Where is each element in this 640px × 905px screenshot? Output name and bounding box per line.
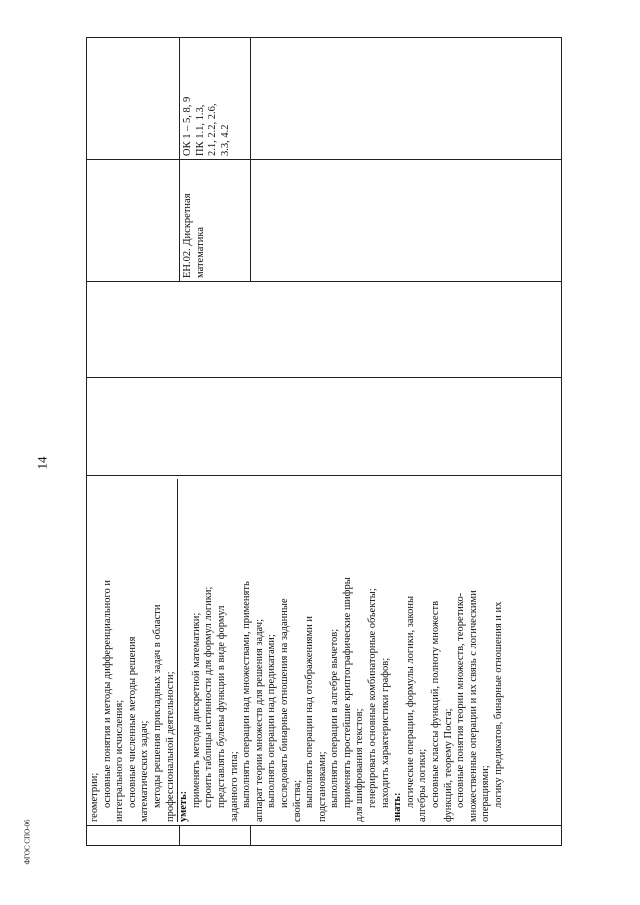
footer-code: ФГОС СПО-06 xyxy=(23,819,32,865)
competency-line: ОК 1 – 5, 8, 9 xyxy=(182,96,193,156)
umet-line: выполнять операции над множествами, применять xyxy=(241,581,253,808)
umet-line: находить характеристики графов; xyxy=(379,657,391,808)
umet-line: выполнять операции над отображениями и xyxy=(304,615,316,808)
znat-line: операциями; xyxy=(480,765,492,822)
rotated-table-wrapper xyxy=(86,38,550,846)
table-cell-empty xyxy=(251,160,562,282)
table-cell-empty xyxy=(87,826,180,846)
znat-line: логические операции, формулы логики, законы xyxy=(404,595,416,808)
competency-line: 3.3, 4.2 xyxy=(219,124,231,156)
skills-line: основные численные методы решения xyxy=(126,636,138,808)
curriculum-table xyxy=(86,37,562,846)
umet-line: выполнять операции над предикатами; xyxy=(266,634,278,808)
umet-line: свойства; xyxy=(291,779,303,822)
competencies-cell xyxy=(180,38,251,160)
skills-line: математических задач; xyxy=(139,720,151,822)
discipline-cell: ЕН.02. Дискретная математика xyxy=(180,160,251,282)
umet-line: аппарат теории множеств для решения задач; xyxy=(253,619,265,822)
page-number: 14 xyxy=(34,456,50,470)
znat-line: алгебры логики; xyxy=(417,748,429,822)
znat-line: основные классы функций, полноту множеств xyxy=(430,600,442,808)
umet-label: уметь: xyxy=(178,790,190,822)
umet-line: генерировать основные комбинаторные объекты; xyxy=(367,588,379,808)
znat-line: множественные операции и их связь с логическими xyxy=(467,590,479,822)
znat-line: основные понятия теории множеств, теоретико- xyxy=(455,592,467,808)
table-cell-empty xyxy=(87,38,180,160)
hours-mandatory-cell xyxy=(87,282,562,378)
skills-cell xyxy=(87,476,562,826)
umet-line: заданного типа; xyxy=(228,751,240,822)
umet-line: подстановками; xyxy=(316,751,328,822)
umet-line: строить таблицы истинности для формул логики; xyxy=(203,586,215,808)
skills-line: методы решения прикладных задач в области xyxy=(151,604,163,808)
umet-line: представлять булевы функции в виде формул xyxy=(215,605,227,808)
competency-line: 2.1, 2.2, 2.6, xyxy=(207,103,219,156)
znat-line: функций, теорему Поста; xyxy=(442,708,454,822)
umet-line: применять методы дискретной математики; xyxy=(190,612,202,808)
hours-max-cell xyxy=(87,378,562,476)
skills-line: геометрии; xyxy=(89,772,100,822)
table-cell-empty xyxy=(87,160,180,282)
table-row xyxy=(87,38,180,846)
znat-label: знать: xyxy=(392,792,404,822)
table-cell-empty xyxy=(180,826,251,846)
umet-line: для шифрования текстов; xyxy=(354,708,366,822)
skills-line: интегрального исчисления; xyxy=(114,699,126,822)
skills-line: профессиональной деятельности; xyxy=(165,479,179,822)
umet-line: выполнять операции в алгебре вычетов; xyxy=(329,628,341,808)
table-cell-empty xyxy=(251,826,562,846)
znat-line: логику предикатов, бинарные отношения и их xyxy=(493,601,504,808)
competency-line: ПК 1.1, 1.3, xyxy=(194,104,206,156)
table-cell-empty xyxy=(251,38,562,160)
umet-line: применять простейшие криптографические шифры xyxy=(341,577,353,808)
umet-line: исследовать бинарные отношения на заданные xyxy=(278,598,290,808)
skills-line: основные понятия и методы дифференциального и xyxy=(101,579,113,808)
